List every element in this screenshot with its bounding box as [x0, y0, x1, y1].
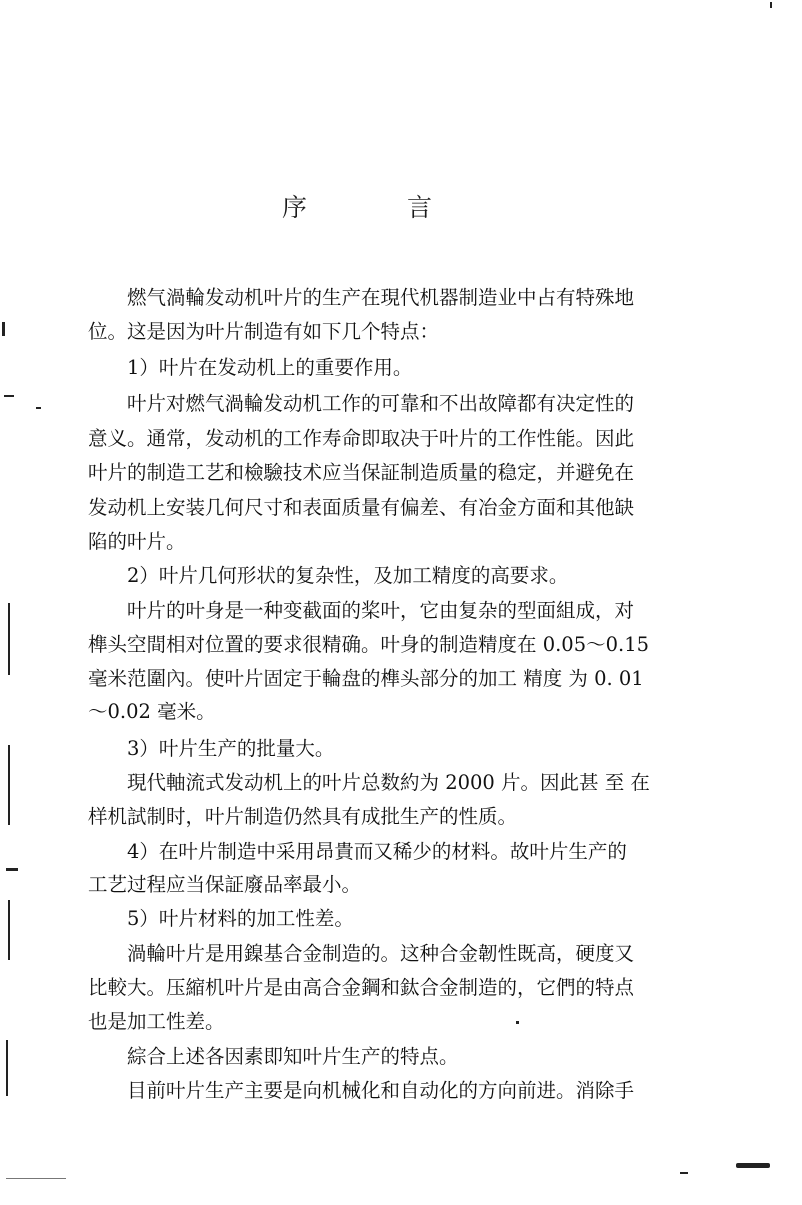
text-line: ～0.02 毫米。	[88, 700, 216, 723]
text-line: 1）叶片在发动机上的重要作用。	[88, 356, 413, 379]
text-line: 工艺过程应当保証廢品率最小。	[88, 873, 362, 896]
scan-mark	[680, 1172, 688, 1174]
text-line: 綜合上述各因素即知叶片生产的特点。	[88, 1045, 459, 1068]
page-title: 序 言	[282, 193, 478, 222]
scan-mark	[516, 1021, 519, 1024]
text-line: 发动机上安装几何尺寸和表面质量有偏差、有冶金方面和其他缺	[88, 496, 635, 519]
text-line: 現代軸流式发动机上的叶片总数約为 2000 片。因此甚 至 在	[88, 771, 650, 794]
text-line: 叶片对燃气渦輪发动机工作的可靠和不出故障都有决定性的	[88, 392, 635, 415]
text-line: 意义。通常，发动机的工作寿命即取决于叶片的工作性能。因此	[88, 427, 635, 450]
text-line: 陷的叶片。	[88, 530, 186, 553]
text-line: 叶片的叶身是一种变截面的桨叶，它由复杂的型面組成，对	[88, 599, 635, 622]
scan-mark	[2, 322, 5, 336]
scan-mark	[8, 745, 10, 825]
text-line: 2）叶片几何形状的复杂性，及加工精度的高要求。	[88, 564, 569, 587]
scan-mark	[8, 900, 10, 960]
scan-mark	[8, 603, 10, 675]
text-line: 燃气渦輪发动机叶片的生产在現代机器制造业中占有特殊地	[88, 286, 635, 309]
scan-mark	[6, 1178, 66, 1179]
scan-mark	[4, 395, 14, 397]
text-line: 榫头空間相对位置的要求很精确。叶身的制造精度在 0.05～0.15	[88, 633, 650, 656]
text-line: 5）叶片材料的加工性差。	[88, 907, 354, 930]
scan-mark	[770, 2, 772, 8]
text-line: 目前叶片生产主要是向机械化和自动化的方向前进。消除手	[88, 1079, 635, 1102]
text-line: 样机試制时，叶片制造仍然具有成批生产的性质。	[88, 805, 518, 828]
text-line: 位。这是因为叶片制造有如下几个特点：	[88, 320, 440, 343]
text-line: 叶片的制造工艺和檢驗技术应当保証制造质量的稳定，并避免在	[88, 461, 635, 484]
scan-mark	[36, 407, 41, 409]
text-line: 渦輪叶片是用鎳基合金制造的。这种合金韌性既高，硬度又	[88, 942, 635, 965]
text-line: 也是加工性差。	[88, 1010, 225, 1033]
scan-mark	[6, 1040, 8, 1096]
scan-mark	[6, 868, 18, 871]
scan-mark	[736, 1163, 770, 1168]
text-line: 3）叶片生产的批量大。	[88, 737, 335, 760]
text-line: 比較大。压縮机叶片是由高合金鋼和鈦合金制造的，它們的特点	[88, 976, 635, 999]
text-line: 毫米范圍內。使叶片固定于輪盘的榫头部分的加工 精度 为 0. 01	[88, 667, 644, 690]
text-line: 4）在叶片制造中采用昂貴而又稀少的材料。故叶片生产的	[88, 840, 627, 863]
